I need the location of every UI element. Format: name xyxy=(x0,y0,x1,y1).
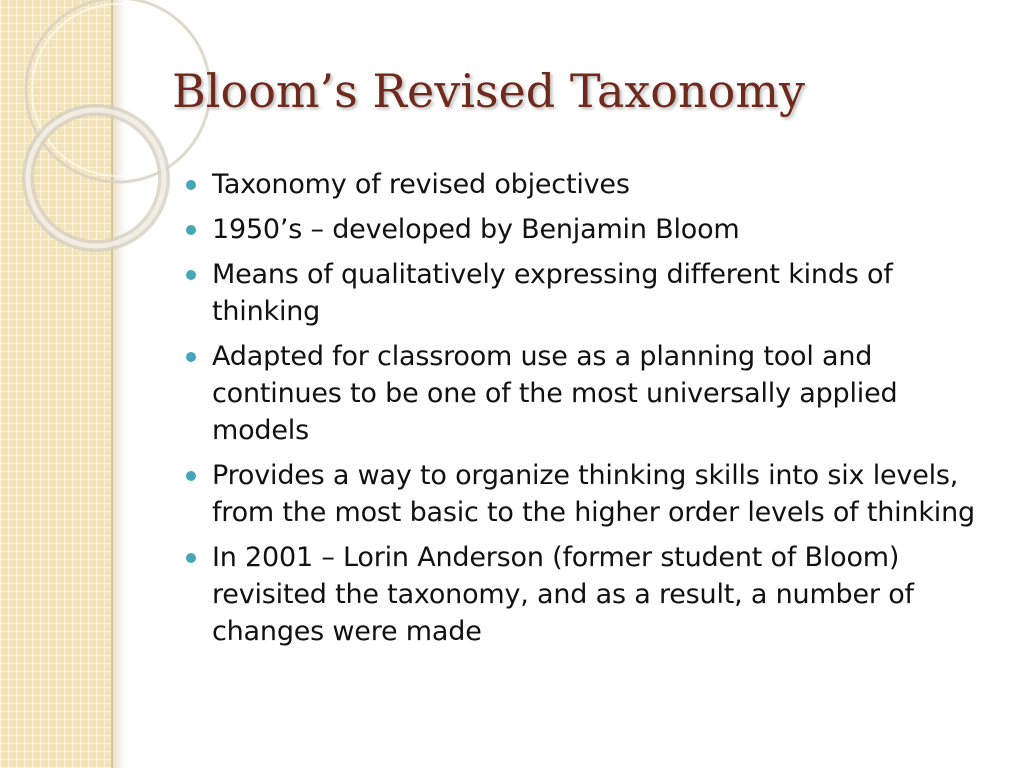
bullet-list xyxy=(186,166,986,658)
bullet-item xyxy=(186,256,986,330)
bullet-dot-icon xyxy=(186,270,196,280)
bullet-text: Adapted for classroom use as a planning tool and continues to be one of the most universally applied models xyxy=(212,341,898,446)
bullet-text: Provides a way to organize thinking skills into six levels, from the most basic to the higher order levels of thinking xyxy=(212,460,975,528)
bullet-dot-icon xyxy=(186,180,196,190)
bullet-dot-icon xyxy=(186,471,196,481)
bullet-dot-icon xyxy=(186,225,196,235)
bullet-item xyxy=(186,211,986,248)
bullet-item xyxy=(186,539,986,650)
bullet-dot-icon xyxy=(186,553,196,563)
bullet-text: 1950’s – developed by Benjamin Bloom xyxy=(212,214,740,245)
bullet-item xyxy=(186,338,986,449)
bullet-item xyxy=(186,457,986,531)
bullet-text: In 2001 – Lorin Anderson (former student of Bloom) revisited the taxonomy, and as a result, a number of changes were made xyxy=(212,542,914,647)
bullet-dot-icon xyxy=(186,352,196,362)
bullet-item xyxy=(186,166,986,203)
bullet-text: Means of qualitatively expressing different kinds of thinking xyxy=(212,259,893,327)
slide-title: Bloom’s Revised Taxonomy xyxy=(172,64,805,118)
bullet-text: Taxonomy of revised objectives xyxy=(212,169,630,200)
